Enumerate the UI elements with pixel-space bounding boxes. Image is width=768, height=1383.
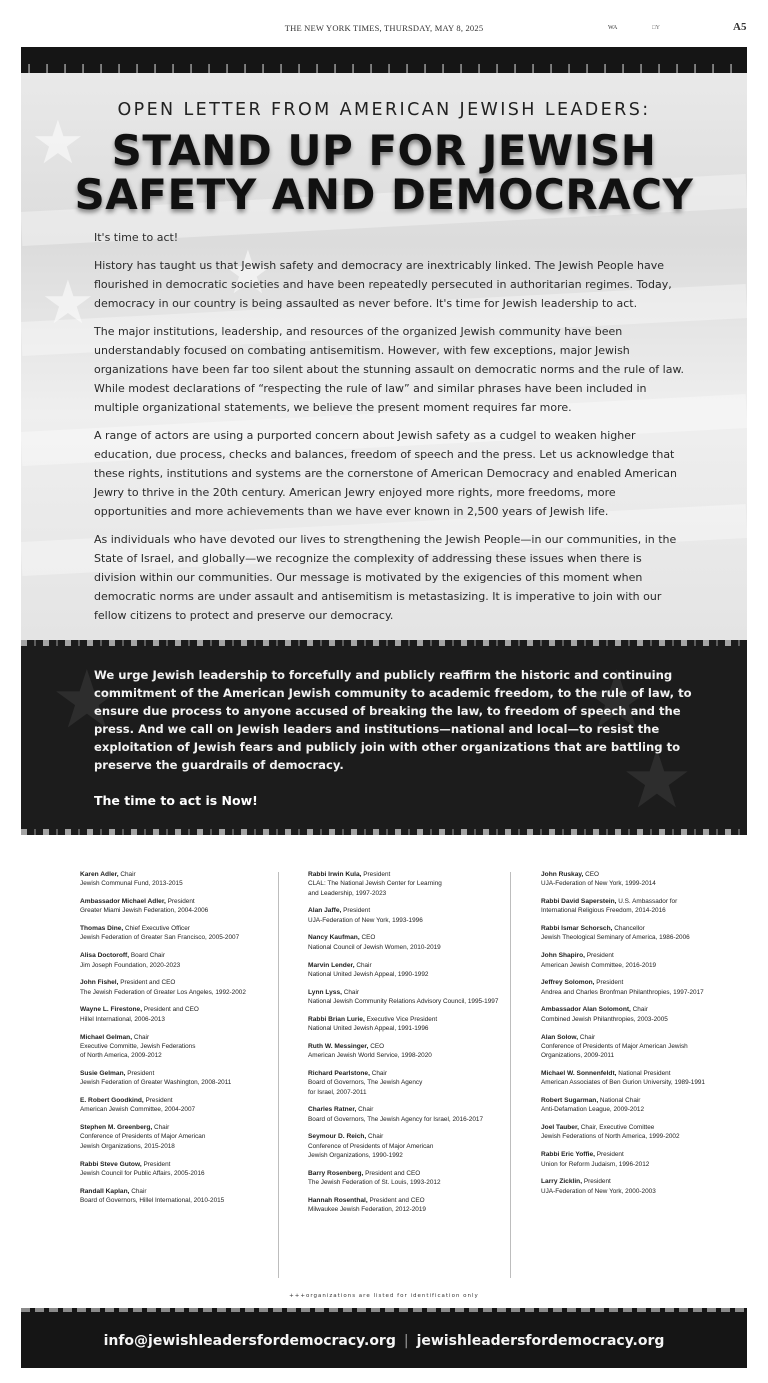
- signatory-name: Alan Solow,: [541, 1033, 579, 1041]
- signatory-title: Chair, Executive Comittee: [579, 1124, 655, 1132]
- signatory-name-line: [308, 1169, 508, 1178]
- signatory-name-line: [541, 1096, 741, 1105]
- signatory-name: Rabbi Steve Gutow,: [80, 1160, 142, 1168]
- signatory-title: President: [341, 907, 371, 915]
- signatory-column-1: [80, 870, 280, 1214]
- signatory-title: Chair: [132, 1033, 150, 1041]
- signatory-organization: International Religious Freedom, 2014-2016: [541, 907, 666, 915]
- signatory-organization: National United Jewish Appeal, 1990-1992: [308, 970, 429, 978]
- signatory-organization: National United Jewish Appeal, 1991-1996: [308, 1025, 429, 1033]
- signatory-name-line: [80, 1005, 280, 1014]
- signatory-name: Jeffrey Solomon,: [541, 979, 595, 987]
- signatory-name-line: [80, 978, 280, 987]
- signatory-entry: [541, 1069, 741, 1088]
- signatory-entry: [541, 1033, 741, 1061]
- signatory-name: Alan Jaffe,: [308, 907, 342, 915]
- signatory-name: Rabbi Irwin Kula,: [308, 871, 362, 878]
- signatory-organization: Board of Governors, Hillel International, 2010-2015: [80, 1196, 225, 1204]
- signatory-organization: Jewish Organizations, 1990-1992: [308, 1152, 403, 1160]
- signatory-entry: [80, 1033, 280, 1061]
- signatory-organization: UJA-Federation of New York, 1993-1996: [308, 916, 423, 924]
- signatory-entry: [80, 1005, 280, 1024]
- signatory-organization: Board of Governors, The Jewish Agency: [308, 1079, 423, 1087]
- signatory-title: U.S. Ambassador for: [616, 898, 678, 906]
- signatory-name-line: [541, 870, 741, 879]
- signatory-title: Chair: [366, 1133, 384, 1141]
- signatory-title: President: [141, 1160, 171, 1168]
- signatory-title: Chancellor: [612, 925, 645, 933]
- signatory-title: CEO: [359, 934, 376, 942]
- signatory-organization: Board of Governors, The Jewish Agency for Israel, 2016-2017: [308, 1115, 484, 1123]
- signatory-title: Board Chair: [129, 952, 165, 960]
- website-link[interactable]: jewishleadersfordemocracy.org: [416, 1333, 665, 1349]
- signatory-name: John Ruskay,: [541, 871, 584, 878]
- signatory-name: Lynn Lyss,: [308, 988, 342, 996]
- star-icon: ★: [31, 108, 85, 178]
- signatory-name: Rabbi Eric Yoffie,: [541, 1151, 595, 1159]
- identification-note: +++organizations are listed for identification only: [289, 1293, 479, 1299]
- signatory-entry: [541, 1150, 741, 1169]
- signatory-title: President: [594, 1151, 624, 1159]
- paragraph: The major institutions, leadership, and resources of the organized Jewish community have been understandably focused on combating antisemitism. However, with few exceptions, major Jewish organizations have been far too silent about the stunning assault on democratic norms and the rule of law. While modest declarations of “respecting the rule of law” and similar phrases have been included in multiple organizational statements, we believe the present moment requires far more.: [94, 325, 684, 414]
- signatory-name: Rabbi Brian Lurie,: [308, 1015, 365, 1023]
- signatory-organization: American Jewish Committee, 2004-2007: [80, 1106, 196, 1114]
- signatory-name: Rabbi Ismar Schorsch,: [541, 925, 613, 933]
- signatory-entry: [80, 924, 280, 943]
- signatory-title: Chair: [578, 1033, 596, 1041]
- signatory-title: President: [125, 1069, 155, 1077]
- signatory-entry: [308, 933, 508, 952]
- signatory-name-line: [541, 1069, 741, 1078]
- paragraph: A range of actors are using a purported concern about Jewish safety as a cudgel to weaken higher education, due process, checks and balances, freedom of speech and the press. Let us acknowledge that these rights, institutions and systems are the cornerstone of American Democracy and enabled American Jewry to thrive in the 20th century. American Jewry enjoyed more rights, more freedoms, more opportunities and more achievements than we have ever known in 2,500 years of Jewish life.: [94, 429, 678, 518]
- signatory-entry: [308, 906, 508, 925]
- signatory-name: Michael Gelman,: [80, 1033, 133, 1041]
- signatory-entry: [541, 897, 741, 916]
- signatory-name: Hannah Rosenthal,: [308, 1196, 368, 1204]
- signatory-organization: of North America, 2009-2012: [80, 1052, 162, 1060]
- masthead-edition-mark: WA: [608, 25, 618, 31]
- signatory-entry: [80, 897, 280, 916]
- signatory-name-line: [308, 1132, 508, 1141]
- signatory-organization: American Jewish World Service, 1998-2020: [308, 1052, 432, 1060]
- signatory-name-line: [80, 1187, 280, 1196]
- signatory-name-line: [308, 988, 508, 997]
- signatory-title: President: [361, 871, 391, 878]
- signatory-organization: Jewish Federation of Greater San Francisco, 2005-2007: [80, 934, 240, 942]
- signatory-name-line: [541, 1123, 741, 1132]
- signatory-entry: [80, 870, 280, 889]
- signatory-name-line: [80, 1096, 280, 1105]
- signatory-name-line: [541, 951, 741, 960]
- signatory-title: Chair: [369, 1069, 387, 1077]
- paragraph: It's time to act!: [94, 231, 179, 244]
- signatory-title: President and CEO: [142, 1006, 199, 1014]
- signatory-name: Richard Pearlstone,: [308, 1069, 370, 1077]
- signatory-organization: for Israel, 2007-2011: [308, 1088, 367, 1096]
- signatory-organization: Jewish Federation of Greater Washington, 2008-2011: [80, 1079, 232, 1087]
- signatory-name: John Fishel,: [80, 979, 119, 987]
- signatory-entry: [80, 951, 280, 970]
- signatory-name-line: [80, 1123, 280, 1132]
- contact-line: [21, 1333, 747, 1349]
- star-icon: ★: [221, 238, 275, 308]
- signatory-name: Susie Gelman,: [80, 1069, 126, 1077]
- signatory-entry: [80, 1096, 280, 1115]
- email-link[interactable]: info@jewishleadersfordemocracy.org: [103, 1333, 396, 1349]
- signatory-name-line: [308, 1069, 508, 1078]
- signatory-entry: [308, 1169, 508, 1188]
- signatory-name-line: [308, 906, 508, 915]
- signatory-organization: Executive Committe, Jewish Federations: [80, 1042, 196, 1050]
- signatory-title: National President: [616, 1069, 671, 1077]
- signatory-entry: [80, 1160, 280, 1179]
- headline-line-1: STAND UP FOR JEWISH: [111, 126, 657, 175]
- footer-brush-edge: [21, 1308, 747, 1316]
- signatory-name-line: [308, 1196, 508, 1205]
- signatory-organization: The Jewish Federation of St. Louis, 1993-2012: [308, 1179, 441, 1187]
- signatory-title: Chair: [152, 1124, 170, 1132]
- signatory-name: Ambassador Michael Adler,: [80, 898, 166, 906]
- signatory-name-line: [308, 933, 508, 942]
- signatory-entry: [308, 1132, 508, 1160]
- signatory-entry: [80, 1069, 280, 1088]
- signatory-name: Rabbi David Saperstein,: [541, 898, 617, 906]
- signatory-title: Chair: [341, 988, 360, 996]
- signatory-name-line: [80, 1033, 280, 1042]
- signatory-entry: [541, 870, 741, 889]
- signatory-name-line: [308, 961, 508, 970]
- signatory-name-line: [541, 1033, 741, 1042]
- signatory-title: President and CEO: [367, 1196, 425, 1204]
- signatory-name: Thomas Dine,: [80, 925, 124, 933]
- signatory-organization: The Jewish Federation of Greater Los Angeles, 1992-2002: [80, 988, 246, 996]
- signatory-name: Robert Sugarman,: [541, 1097, 599, 1105]
- contact-separator: |: [403, 1333, 409, 1349]
- signatory-title: President and CEO: [118, 979, 176, 987]
- letter-body: [94, 228, 684, 634]
- signatory-organization: American Associates of Ben Gurion University, 1989-1991: [541, 1079, 705, 1087]
- letter-subtitle: OPEN LETTER FROM AMERICAN JEWISH LEADERS:: [117, 100, 651, 120]
- signatory-entry: [80, 1123, 280, 1151]
- signatory-title: President: [582, 1178, 611, 1186]
- signatory-title: President and CEO: [363, 1169, 421, 1177]
- signatory-organization: Conference of Presidents of Major American: [80, 1133, 206, 1141]
- signatory-organization: National Jewish Community Relations Advisory Council, 1995-1997: [308, 997, 499, 1005]
- star-icon: ★: [51, 653, 123, 746]
- brush-edge: [21, 64, 747, 73]
- signatory-organization: Greater Miami Jewish Federation, 2004-2006: [80, 907, 209, 915]
- signatory-name: John Shapiro,: [541, 952, 585, 960]
- star-icon: ★: [41, 268, 95, 338]
- signatory-name-line: [80, 1160, 280, 1169]
- signatory-name: Larry Zicklin,: [541, 1178, 583, 1186]
- signatory-title: Chief Executive Officer: [123, 925, 190, 933]
- signatory-name-line: [541, 1150, 741, 1159]
- signatory-entry: [541, 1096, 741, 1115]
- brush-edge: [21, 640, 747, 646]
- signatory-entry: [308, 1196, 508, 1215]
- signatory-name: Randall Kaplan,: [80, 1187, 130, 1195]
- signatory-organization: UJA-Federation of New York, 1999-2014: [541, 880, 656, 888]
- banner-quote: We urge Jewish leadership to forcefully and publicly reaffirm the historic and continuing commitment of the American Jewish community to academic freedom, to the rule of law, to ensure due process to anyone accused of breaking the law, to freedom of speech and the press. And we call on Jewish leaders and institutions—national and local—to resist the exploitation of Jewish fears and publicly join with other organizations that are battling to preserve the guardrails of democracy.: [94, 668, 692, 772]
- brush-edge: [21, 829, 747, 835]
- signatory-name: Ruth W. Messinger,: [308, 1042, 369, 1050]
- signatory-name: Alisa Doctoroff,: [80, 952, 130, 960]
- signatory-organization: UJA-Federation of New York, 2000-2003: [541, 1187, 656, 1195]
- signatory-title: Chair: [354, 961, 372, 969]
- signatory-name: Seymour D. Reich,: [308, 1133, 367, 1141]
- signatory-entry: [308, 1069, 508, 1097]
- signatory-name: Wayne L. Firestone,: [80, 1006, 143, 1014]
- signatory-name: Marvin Lender,: [308, 961, 355, 969]
- signatory-entry: [80, 978, 280, 997]
- star-icon: ★: [621, 733, 693, 826]
- signatory-entry: [308, 961, 508, 980]
- footer-contact-bar: [21, 1316, 747, 1368]
- signatory-organization: Conference of Presidents of Major American Jewish: [541, 1042, 688, 1050]
- signatory-name: Michael W. Sonnenfeldt,: [541, 1069, 617, 1077]
- signatory-title: President: [165, 898, 195, 906]
- signatory-title: Chair: [118, 871, 136, 878]
- signatory-organization: CLAL: The National Jewish Center for Learning: [308, 880, 442, 888]
- signatory-name: Joel Tauber,: [541, 1124, 579, 1132]
- signatory-name: Stephen M. Greenberg,: [80, 1124, 153, 1132]
- signatory-organization: and Leadership, 1997-2023: [308, 889, 387, 897]
- signatory-entry: [541, 978, 741, 997]
- signatory-column-2: [308, 870, 508, 1223]
- signatory-entry: [308, 870, 508, 898]
- signatory-organization: Union for Reform Judaism, 1996-2012: [541, 1160, 650, 1168]
- signatory-organization: Hillel International, 2006-2013: [80, 1015, 165, 1023]
- signatory-name: E. Robert Goodkind,: [80, 1097, 144, 1105]
- signatory-title: Chair: [129, 1187, 147, 1195]
- signatory-entry: [308, 988, 508, 1007]
- signatory-entry: [541, 1177, 741, 1196]
- call-to-action-banner: [21, 640, 747, 835]
- banner-call-to-action: The time to act is Now!: [94, 793, 258, 808]
- signatory-entry: [541, 1123, 741, 1142]
- signatory-organization: Jewish Communal Fund, 2013-2015: [80, 880, 183, 888]
- signatory-name-line: [541, 978, 741, 987]
- signatory-entry: [541, 924, 741, 943]
- signatory-name-line: [80, 924, 280, 933]
- signatory-name: Barry Rosenberg,: [308, 1169, 364, 1177]
- signatory-entry: [308, 1015, 508, 1034]
- signatory-title: President: [143, 1097, 173, 1105]
- signatory-organization: Jim Joseph Foundation, 2020-2023: [80, 961, 181, 969]
- masthead-color-mark: □Y: [652, 25, 660, 31]
- signatory-organization: Jewish Federations of North America, 1999-2002: [541, 1133, 680, 1141]
- star-icon: ★: [581, 653, 653, 746]
- paragraph: History has taught us that Jewish safety and democracy are inextricably linked. The Jewish People have flourished in democratic societies and have been repeatedly persecuted in authoritarian regimes. Today, democracy in our country is being assaulted as never before. It's time for Jewish leadership to act.: [94, 259, 672, 310]
- signatory-name-line: [541, 1005, 741, 1014]
- signatory-name-line: [308, 870, 508, 879]
- signatory-entry: [541, 951, 741, 970]
- top-black-band: [21, 47, 747, 73]
- signatory-organization: Jewish Council for Public Affairs, 2005-2016: [80, 1169, 205, 1177]
- signatory-organization: National Council of Jewish Women, 2010-2019: [308, 943, 441, 951]
- signatory-name: Nancy Kaufman,: [308, 934, 360, 942]
- signatory-title: Chair: [356, 1106, 374, 1114]
- signatory-organization: American Jewish Committee, 2016-2019: [541, 961, 657, 969]
- signatory-name-line: [541, 924, 741, 933]
- signatory-column-3: [541, 870, 741, 1204]
- signatory-name: Ambassador Alan Solomont,: [541, 1006, 631, 1014]
- page-number: A5: [733, 21, 747, 33]
- signatory-entry: [308, 1105, 508, 1124]
- signatory-title: President: [584, 952, 614, 960]
- headline-line-2: SAFETY AND DEMOCRACY: [74, 170, 694, 219]
- brush-edge: [21, 1308, 747, 1312]
- signatory-name-line: [541, 1177, 741, 1186]
- signatory-name-line: [80, 951, 280, 960]
- signatory-name-line: [308, 1015, 508, 1024]
- signatory-name: Charles Ratner,: [308, 1106, 357, 1114]
- signatory-title: Chair: [630, 1006, 648, 1014]
- signatory-name: Karen Adler,: [80, 871, 119, 878]
- newspaper-masthead: [0, 18, 768, 38]
- masthead-date-line: THE NEW YORK TIMES, THURSDAY, MAY 8, 2025: [284, 23, 484, 33]
- signatory-title: CEO: [368, 1042, 385, 1050]
- signatory-title: National Chair: [598, 1097, 641, 1105]
- signatory-entry: [541, 1005, 741, 1024]
- signatory-title: Executive Vice President: [364, 1015, 438, 1023]
- signatory-entry: [80, 1187, 280, 1206]
- signatory-name-line: [541, 897, 741, 906]
- signatories-list: [80, 870, 720, 1280]
- signatory-entry: [308, 1042, 508, 1061]
- signatory-organization: Jewish Organizations, 2015-2018: [80, 1142, 175, 1150]
- signatory-name-line: [80, 897, 280, 906]
- signatory-name-line: [80, 1069, 280, 1078]
- signatory-organization: Organizations, 2009-2011: [541, 1052, 615, 1060]
- signatory-organization: Combined Jewish Philanthropies, 2003-2005: [541, 1015, 668, 1023]
- signatory-title: CEO: [583, 871, 600, 878]
- signatory-organization: Milwaukee Jewish Federation, 2012-2019: [308, 1206, 426, 1214]
- signatory-organization: Anti-Defamation League, 2009-2012: [541, 1106, 645, 1114]
- signatory-organization: Conference of Presidents of Major American: [308, 1142, 434, 1150]
- signatory-name-line: [80, 870, 280, 879]
- signatory-name-line: [308, 1042, 508, 1051]
- signatory-organization: Andrea and Charles Bronfman Philanthropies, 1997-2017: [541, 988, 704, 996]
- signatory-organization: Jewish Theological Seminary of America, 1986-2006: [541, 934, 690, 942]
- signatory-name-line: [308, 1105, 508, 1114]
- paragraph: As individuals who have devoted our lives to strengthening the Jewish People—in our communities, in the State of Israel, and globally—we recognize the complexity of addressing these issues when there is division within our communities. Our message is motivated by the exigencies of this moment when democratic norms are under assault and antisemitism is metastasizing. It is imperative to join with our fellow citizens to protect and preserve our democracy.: [94, 533, 677, 622]
- signatory-title: President: [594, 979, 624, 987]
